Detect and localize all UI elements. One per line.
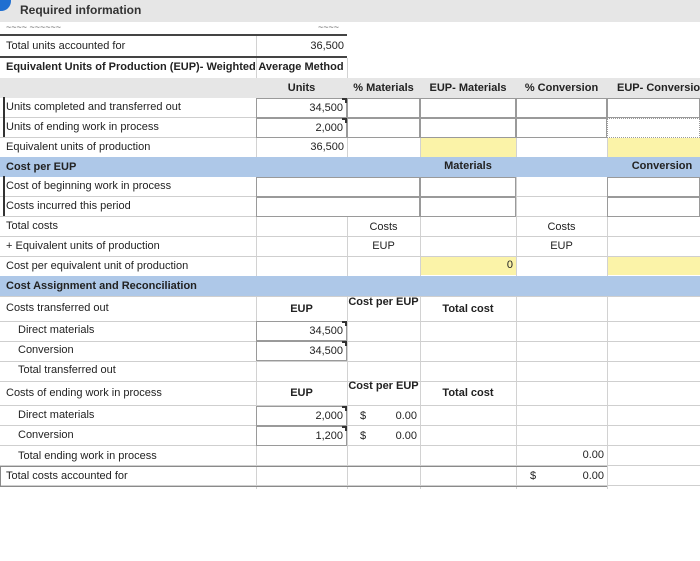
cost-assignment-title: Cost Assignment and Reconciliation	[6, 280, 197, 292]
eup-label-materials: EUP	[372, 240, 395, 252]
conv-ewip-eup-input[interactable]	[256, 426, 347, 446]
beginning-wip-conversion-input[interactable]	[607, 177, 700, 197]
pct-conversion-ending-input[interactable]	[516, 118, 607, 138]
total-accounted-label: Total costs accounted for	[6, 470, 128, 482]
cpe-row-label: + Equivalent units of production	[6, 240, 160, 252]
cpe-row-label: Total costs	[6, 220, 58, 232]
cpe-row-label: Cost of beginning work in process	[3, 176, 171, 196]
cut-off-value: ~~~~	[318, 22, 340, 32]
units-transferred-input[interactable]	[256, 98, 347, 118]
dm-ewip-cpe: 0.00	[395, 410, 417, 422]
eup-total-units: 36,500	[310, 141, 344, 153]
total-units-value: 36,500	[310, 40, 344, 52]
eup-conversion-ending-input[interactable]	[607, 118, 700, 138]
eup-materials-transferred-input[interactable]	[420, 98, 516, 118]
col-cpe-ewip: Cost per EUP	[348, 380, 419, 392]
col-eup-materials: EUP- Materials	[429, 82, 507, 94]
dm-transferred-eup-value: 34,500	[309, 325, 343, 337]
pct-materials-transferred-input[interactable]	[347, 98, 420, 118]
col-pct-conversion: % Conversion	[524, 82, 599, 94]
ewip-label: Costs of ending work in process	[6, 387, 162, 399]
costs-label-conversion: Costs	[547, 221, 576, 233]
dm-ewip-dollar: $	[360, 410, 367, 422]
total-units-label: Total units accounted for	[6, 40, 126, 52]
eup-conversion-total-cell	[608, 138, 700, 157]
eup-row-label: Equivalent units of production	[6, 141, 151, 153]
units-transferred-value: 34,500	[309, 102, 343, 114]
pct-materials-ending-input[interactable]	[347, 118, 420, 138]
col-pct-materials: % Materials	[353, 82, 414, 94]
conversion-header: Conversion	[631, 160, 693, 172]
page-title: Required information	[20, 3, 142, 17]
dm-transferred-eup-input[interactable]	[256, 321, 347, 341]
row-line	[0, 425, 700, 426]
cost-per-eup-band	[0, 157, 700, 177]
costs-label-materials: Costs	[369, 221, 398, 233]
dm-ewip-label: Direct materials	[18, 409, 95, 421]
dm-ewip-eup-value: 2,000	[315, 410, 343, 422]
eup-materials-ending-input[interactable]	[420, 118, 516, 138]
conv-ewip-dollar: $	[360, 430, 367, 442]
units-ending-wip-value: 2,000	[315, 122, 343, 134]
dm-ewip-eup-input[interactable]	[256, 406, 347, 426]
cost-per-eup-title: Cost per EUP	[6, 161, 77, 173]
cost-per-eup-materials-value: 0	[506, 259, 513, 271]
cpe-row-label: Cost per equivalent unit of production	[6, 260, 189, 272]
eup-label-conversion: EUP	[550, 240, 573, 252]
row-line	[0, 321, 700, 322]
conv-ewip-cpe: 0.00	[395, 430, 417, 442]
row-line	[0, 341, 700, 342]
col-cpe-transferred: Cost per EUP	[348, 296, 419, 308]
units-ending-wip-input[interactable]	[256, 118, 347, 138]
total-accounted-dollar: $	[530, 470, 537, 482]
col-eup-ewip: EUP	[290, 387, 313, 399]
cost-per-eup-conversion-cell	[608, 257, 700, 275]
eup-conversion-transferred-input[interactable]	[607, 98, 700, 118]
col-units: Units	[287, 82, 316, 94]
conv-transferred-eup-value: 34,500	[309, 345, 343, 357]
materials-header: Materials	[444, 160, 492, 172]
costs-incurred-desc-input[interactable]	[256, 197, 420, 217]
costs-incurred-conversion-input[interactable]	[607, 197, 700, 217]
costs-incurred-materials-input[interactable]	[420, 197, 516, 217]
total-ewip-value: 0.00	[582, 449, 604, 461]
eup-materials-total-cell	[421, 138, 516, 157]
cut-off-subtitle: ~~~~ ~~~~~~	[6, 22, 62, 32]
eup-row-label: Units of ending work in process	[3, 117, 159, 137]
row-line	[0, 405, 700, 406]
conv-ewip-eup-value: 1,200	[315, 430, 343, 442]
beginning-wip-desc-input[interactable]	[256, 177, 420, 197]
total-transferred-label: Total transferred out	[18, 364, 116, 376]
dm-transferred-label: Direct materials	[18, 324, 95, 336]
total-accounted-value: 0.00	[582, 470, 604, 482]
eup-section-title: Equivalent Units of Production (EUP)- Weighted Average Method	[6, 61, 344, 73]
conv-ewip-label: Conversion	[18, 429, 74, 441]
transferred-out-label: Costs transferred out	[6, 302, 109, 314]
eup-row-label: Units completed and transferred out	[3, 97, 181, 117]
col-eup-conversion: EUP- Conversio	[617, 82, 700, 94]
col-eup-transferred: EUP	[290, 303, 313, 315]
col-total-ewip: Total cost	[442, 387, 494, 399]
total-ewip-label: Total ending work in process	[18, 450, 157, 462]
pct-conversion-transferred-input[interactable]	[516, 98, 607, 118]
cpe-row-label: Costs incurred this period	[3, 196, 131, 216]
beginning-wip-materials-input[interactable]	[420, 177, 516, 197]
conv-transferred-label: Conversion	[18, 344, 74, 356]
conv-transferred-eup-input[interactable]	[256, 341, 347, 361]
col-total-transferred: Total cost	[442, 303, 494, 315]
